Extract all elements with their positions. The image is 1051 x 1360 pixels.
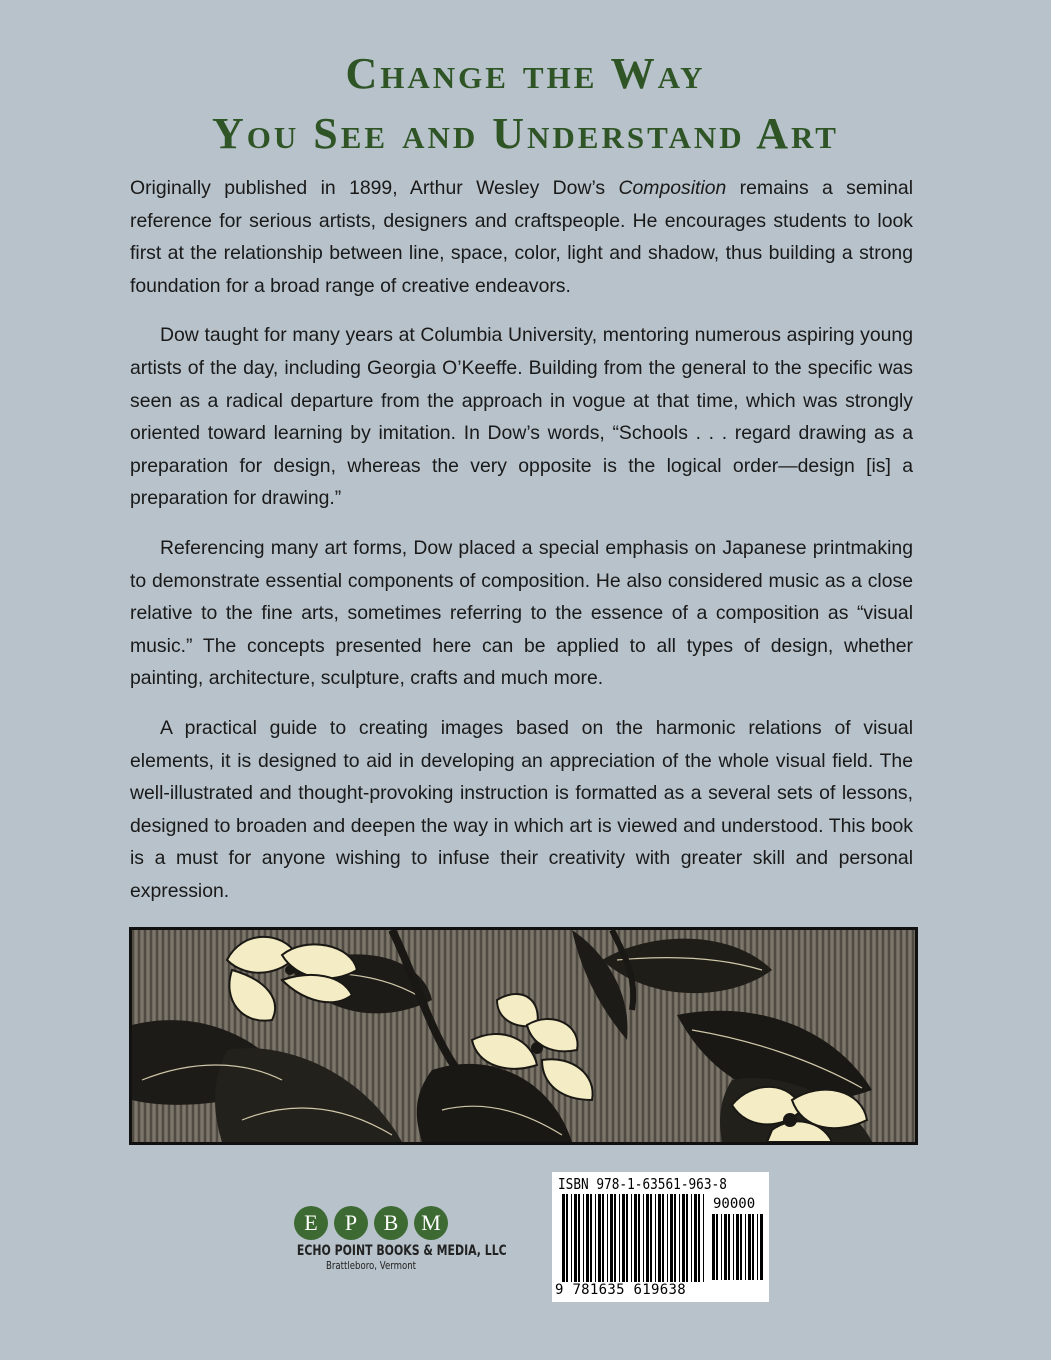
description bbox=[130, 172, 913, 924]
paragraph-4: A practical guide to creating images based on the harmonic relations of visual elements, it is designed to aid in developing an appreciation of the whole visual field. The well-illustrated and thought-provoking instruction is formatted as a several sets of lessons, designed to broaden and deepen the way in which art is viewed and understood. This book is a must for anyone wishing to infuse their creativity with greater skill and personal expression. bbox=[130, 716, 913, 902]
logo-letter-b: B bbox=[374, 1206, 408, 1240]
publisher-location: Brattleboro, Vermont bbox=[325, 1259, 417, 1272]
paragraph-1-end: remains a seminal reference for serious artists, designers and craftspeople. He encourages students to look first at the relationship between line, space, color, light and shadow, thus building a strong foundation for a broad range of creative endeavors. bbox=[130, 177, 914, 297]
paragraph-1 bbox=[130, 172, 913, 302]
isbn-number: ISBN 978-1-63561-963-8 bbox=[558, 1175, 727, 1193]
logo-letter-m: M bbox=[414, 1206, 448, 1240]
isbn-barcode bbox=[552, 1172, 769, 1302]
book-title: Composition bbox=[618, 177, 727, 199]
headline-line-1: Change the Way bbox=[345, 49, 706, 98]
headline bbox=[0, 44, 1051, 164]
logo-letter-e: E bbox=[294, 1206, 328, 1240]
paragraph-1-start: Originally published in 1899, Arthur Wesley Dow’s bbox=[130, 177, 619, 199]
price-barcode-bars bbox=[712, 1214, 764, 1282]
paragraph-2: Dow taught for many years at Columbia University, mentoring numerous aspiring young artists of the day, including Georgia O’Keeffe. Building from the general to the specific was seen as a radical departure from the approach in vogue at that time, which was strongly oriented toward learning by imitation. In Dow’s words, “Schools . . . regard drawing as a preparation for design, whereas the very opposite is the logical order—design [is] a preparation for drawing.” bbox=[130, 324, 913, 510]
magnolia-woodcut-illustration bbox=[129, 927, 918, 1145]
logo-letter-p: P bbox=[334, 1206, 368, 1240]
logo-letters bbox=[276, 1206, 466, 1240]
price-code: 90000 bbox=[713, 1196, 756, 1212]
barcode-bars bbox=[562, 1194, 707, 1284]
headline-line-2: You See and Understand Art bbox=[212, 109, 839, 158]
ean-number: 9 781635 619638 bbox=[555, 1282, 686, 1298]
publisher-logo bbox=[276, 1206, 507, 1278]
paragraph-3: Referencing many art forms, Dow placed a special emphasis on Japanese printmaking to demonstrate essential components of composition. He also considered music as a close relative to the fine arts, sometimes referring to the essence of a composition as “visual music.” The concepts presented here can be applied to all types of design, whether painting, architecture, sculpture, crafts and much more. bbox=[130, 536, 913, 690]
publisher-name: ECHO POINT BOOKS & MEDIA, LLC bbox=[296, 1243, 507, 1259]
